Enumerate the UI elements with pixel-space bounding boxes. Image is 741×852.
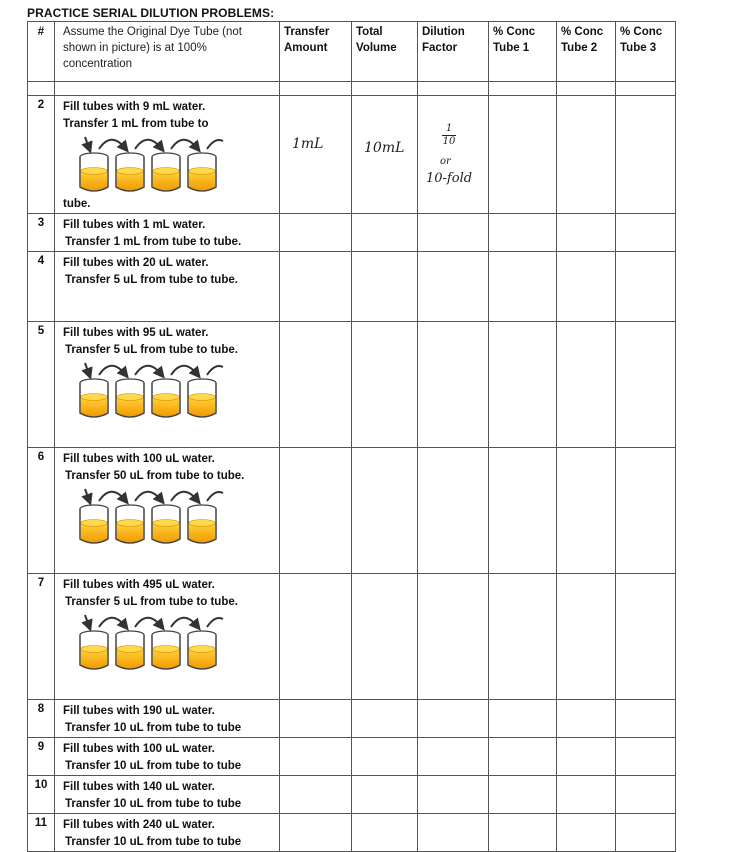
row-instruction-transfer: Transfer 10 uL from tube to tube — [65, 722, 242, 734]
row-number: 11 — [28, 814, 55, 852]
row-description — [55, 738, 280, 776]
conc-tube3-cell[interactable] — [616, 738, 676, 776]
conc-tube3-cell[interactable] — [616, 214, 676, 252]
table-row — [28, 700, 676, 738]
conc-tube1-cell[interactable] — [489, 322, 557, 448]
table-row — [28, 776, 676, 814]
conc-tube2-cell[interactable] — [557, 322, 616, 448]
row-instruction-fill: Fill tubes with 495 uL water. — [63, 579, 215, 591]
row-instruction-transfer: Transfer 10 uL from tube to tube — [65, 836, 242, 848]
assumption-header: Assume the Original Dye Tube (not shown in picture) is at 100% concentration — [55, 22, 280, 82]
total-volume-cell[interactable] — [352, 96, 418, 214]
row-number: 5 — [28, 322, 55, 448]
row-instruction-fill: Fill tubes with 100 uL water. — [63, 743, 215, 755]
row-instruction-fill: Fill tubes with 95 uL water. — [63, 327, 209, 339]
row-description — [55, 252, 280, 322]
row-instruction-transfer: Transfer 50 uL from tube to tube. — [65, 470, 245, 482]
table-row — [28, 574, 676, 700]
table-row — [28, 214, 676, 252]
table-row — [28, 96, 676, 214]
handwritten-fraction — [440, 124, 458, 147]
conc-tube1-cell[interactable] — [489, 700, 557, 738]
dilution-factor-cell[interactable] — [418, 574, 489, 700]
conc-tube3-cell[interactable] — [616, 252, 676, 322]
transfer-amount-header: Transfer Amount — [280, 22, 352, 82]
row-description — [55, 776, 280, 814]
conc-tube2-cell[interactable] — [557, 252, 616, 322]
dilution-factor-cell[interactable] — [418, 96, 489, 214]
dilution-worksheet-table — [27, 21, 676, 852]
conc-tube3-cell[interactable] — [616, 574, 676, 700]
row-number: 8 — [28, 700, 55, 738]
total-volume-cell[interactable] — [352, 814, 418, 852]
row-instruction-transfer: Transfer 5 uL from tube to tube. — [65, 596, 238, 608]
table-row — [28, 322, 676, 448]
total-volume-cell[interactable] — [352, 776, 418, 814]
row-instruction-transfer: Transfer 10 uL from tube to tube — [65, 760, 242, 772]
conc-tube1-cell[interactable] — [489, 776, 557, 814]
row-instruction-transfer: Transfer 1 mL from tube to tube. — [65, 236, 242, 248]
transfer-amount-cell[interactable] — [280, 322, 352, 448]
dilution-factor-cell[interactable] — [418, 252, 489, 322]
spacer-row — [28, 82, 676, 96]
row-description — [55, 814, 280, 852]
row-instruction-transfer: Transfer 1 mL from tube to — [63, 118, 209, 130]
conc-tube1-cell[interactable] — [489, 214, 557, 252]
row-instruction-transfer: Transfer 5 uL from tube to tube. — [65, 344, 238, 356]
row-instruction-fill: Fill tubes with 9 mL water. — [63, 101, 206, 113]
row-description — [55, 322, 280, 448]
conc-tube3-cell[interactable] — [616, 700, 676, 738]
conc-tube2-header: % Conc Tube 2 — [557, 22, 616, 82]
conc-tube2-cell[interactable] — [557, 814, 616, 852]
conc-tube1-cell[interactable] — [489, 96, 557, 214]
conc-tube3-cell[interactable] — [616, 814, 676, 852]
row-number: 9 — [28, 738, 55, 776]
handwritten-transfer: 1mL — [292, 136, 324, 152]
row-instruction-transfer: Transfer 10 uL from tube to tube — [65, 798, 242, 810]
table-row — [28, 738, 676, 776]
conc-tube2-cell[interactable] — [557, 448, 616, 574]
conc-tube2-cell[interactable] — [557, 96, 616, 214]
row-instruction-fill: Fill tubes with 20 uL water. — [63, 257, 209, 269]
dilution-factor-cell[interactable] — [418, 448, 489, 574]
dilution-factor-cell[interactable] — [418, 214, 489, 252]
conc-tube3-header: % Conc Tube 3 — [616, 22, 676, 82]
transfer-amount-cell[interactable] — [280, 814, 352, 852]
row-description — [55, 700, 280, 738]
transfer-amount-cell[interactable] — [280, 776, 352, 814]
conc-tube1-cell[interactable] — [489, 574, 557, 700]
conc-tube1-cell[interactable] — [489, 814, 557, 852]
row-number: 3 — [28, 214, 55, 252]
handwritten-or: or — [440, 156, 451, 167]
tube-diagram-icon — [75, 487, 225, 549]
conc-tube2-cell[interactable] — [557, 700, 616, 738]
table-row — [28, 448, 676, 574]
tube-diagram-icon — [75, 135, 225, 197]
total-volume-cell[interactable] — [352, 322, 418, 448]
row-instruction-fill: Fill tubes with 100 uL water. — [63, 453, 215, 465]
total-volume-header: Total Volume — [352, 22, 418, 82]
conc-tube1-cell[interactable] — [489, 252, 557, 322]
total-volume-cell[interactable] — [352, 738, 418, 776]
transfer-amount-cell[interactable] — [280, 96, 352, 214]
page-title: PRACTICE SERIAL DILUTION PROBLEMS: — [27, 6, 275, 20]
total-volume-cell[interactable] — [352, 700, 418, 738]
table-row — [28, 252, 676, 322]
transfer-amount-cell[interactable] — [280, 214, 352, 252]
handwritten-total: 10mL — [364, 140, 405, 156]
conc-tube1-cell[interactable] — [489, 738, 557, 776]
row-instruction-tail: tube. — [63, 198, 91, 210]
row-instruction-fill: Fill tubes with 190 uL water. — [63, 705, 215, 717]
dilution-factor-cell[interactable] — [418, 322, 489, 448]
row-description — [55, 448, 280, 574]
transfer-amount-cell[interactable] — [280, 252, 352, 322]
row-number: 4 — [28, 252, 55, 322]
conc-tube2-cell[interactable] — [557, 776, 616, 814]
total-volume-cell[interactable] — [352, 252, 418, 322]
conc-tube1-header: % Conc Tube 1 — [489, 22, 557, 82]
transfer-amount-cell[interactable] — [280, 574, 352, 700]
row-number: 7 — [28, 574, 55, 700]
row-description — [55, 574, 280, 700]
dilution-factor-cell[interactable] — [418, 700, 489, 738]
row-instruction-transfer: Transfer 5 uL from tube to tube. — [65, 274, 238, 286]
dilution-factor-cell[interactable] — [418, 776, 489, 814]
row-number: 10 — [28, 776, 55, 814]
dilution-factor-cell[interactable] — [418, 814, 489, 852]
total-volume-cell[interactable] — [352, 448, 418, 574]
conc-tube2-cell[interactable] — [557, 574, 616, 700]
conc-tube2-cell[interactable] — [557, 738, 616, 776]
row-instruction-fill: Fill tubes with 1 mL water. — [63, 219, 206, 231]
row-instruction-fill: Fill tubes with 240 uL water. — [63, 819, 215, 831]
row-description — [55, 214, 280, 252]
conc-tube3-cell[interactable] — [616, 776, 676, 814]
dilution-factor-cell[interactable] — [418, 738, 489, 776]
transfer-amount-cell[interactable] — [280, 738, 352, 776]
row-number: 6 — [28, 448, 55, 574]
conc-tube2-cell[interactable] — [557, 214, 616, 252]
number-header: # — [28, 22, 55, 82]
transfer-amount-cell[interactable] — [280, 448, 352, 574]
total-volume-cell[interactable] — [352, 574, 418, 700]
row-description — [55, 96, 280, 214]
handwritten-fold: 10-fold — [426, 171, 473, 186]
row-number: 2 — [28, 96, 55, 214]
table-row — [28, 814, 676, 852]
fraction-numerator: 1 — [445, 123, 453, 134]
tube-diagram-icon — [75, 613, 225, 675]
conc-tube3-cell[interactable] — [616, 96, 676, 214]
total-volume-cell[interactable] — [352, 214, 418, 252]
transfer-amount-cell[interactable] — [280, 700, 352, 738]
tube-diagram-icon — [75, 361, 225, 423]
conc-tube1-cell[interactable] — [489, 448, 557, 574]
conc-tube3-cell[interactable] — [616, 322, 676, 448]
row-instruction-fill: Fill tubes with 140 uL water. — [63, 781, 215, 793]
fraction-denominator: 10 — [442, 136, 456, 147]
header-row — [28, 22, 676, 82]
dilution-factor-header: Dilution Factor — [418, 22, 489, 82]
conc-tube3-cell[interactable] — [616, 448, 676, 574]
